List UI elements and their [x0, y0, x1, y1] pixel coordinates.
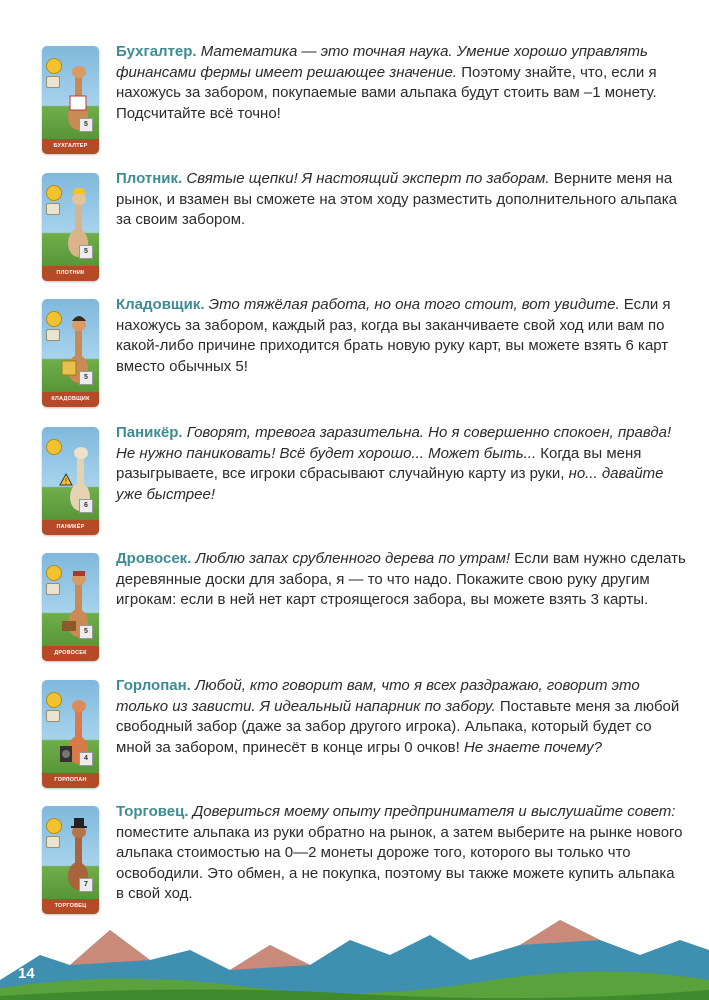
entry-quote: Это тяжёлая работа, но она того стоит, вот увидите. — [208, 296, 620, 313]
card-label: ПАНИКЁР — [42, 520, 99, 535]
svg-text:!: ! — [64, 477, 68, 486]
entry-title: Бухгалтер. — [116, 43, 197, 60]
entry-quote: Математика — это точная наука. Умение хорошо управлять финансами фермы имеет решающее значение. — [116, 43, 648, 81]
entry-quote: Святые щепки! Я настоящий эксперт по заборам. — [186, 170, 550, 187]
entry-text — [116, 42, 686, 124]
card-value: 5 — [79, 625, 93, 639]
entry-panicker — [42, 424, 682, 539]
woodcutter-card — [42, 553, 99, 661]
panicker-card — [42, 427, 99, 535]
entry-carpenter — [42, 170, 682, 285]
card-label: ПЛОТНИК — [42, 266, 99, 281]
carpenter-card — [42, 173, 99, 281]
accountant-card — [42, 46, 99, 154]
entry-text — [116, 423, 686, 505]
card-label: ГОРЛОПАН — [42, 773, 99, 788]
entry-quote-end: но... давайте уже быстрее! — [116, 465, 664, 503]
entry-body: Если вам нужно сделать деревянные доски для забора, я — то что надо. Покажите свою руку другим игрокам: если в ней нет карт строящегося забора, вы можете взять 3 карты. — [116, 550, 686, 609]
entry-title: Горлопан. — [116, 677, 191, 694]
entry-title: Дровосек. — [116, 550, 192, 567]
card-label: ДРОВОСЕК — [42, 646, 99, 661]
entry-quote: Довериться моему опыту предпринимателя и выслушайте совет: — [192, 803, 676, 820]
mountains-illustration — [0, 910, 709, 1000]
entry-quote: Любой, кто говорит вам, что я всех раздражаю, говорит это только из зависти. Я идеальный напарник по забору. — [116, 677, 640, 715]
card-value: 5 — [79, 371, 93, 385]
entry-text — [116, 802, 686, 905]
card-value: 6 — [79, 499, 93, 513]
entry-title: Плотник. — [116, 170, 183, 187]
entry-body: Если я нахожусь за забором, каждый раз, когда вы заканчиваете свой ход или вам по какой-либо причине приходится брать новую руку карт, вы можете взять 6 карт вместо обычных 5! — [116, 296, 671, 375]
card-label: КЛАДОВЩИК — [42, 392, 99, 407]
entry-woodcutter — [42, 550, 686, 665]
merchant-card — [42, 806, 99, 914]
entry-text — [116, 295, 686, 377]
entry-merchant — [42, 803, 683, 918]
entry-body: Поэтому знайте, что, если я нахожусь за забором, покупаемые вами альпака будут стоить вам –1 монету. Подсчитайте всё точно! — [116, 63, 657, 122]
entry-body: Верните меня на рынок, и взамен вы сможете на этом ходу разместить дополнительного альпака за своим забором. — [116, 170, 678, 229]
entry-text — [116, 676, 686, 758]
entry-quote-end: Не знаете почему? — [464, 738, 602, 756]
entry-quote: Говорят, тревога заразительна. Но я совершенно спокоен, правда! Не нужно паниковать! Всё будет хорошо... Может быть... — [116, 424, 672, 462]
entry-title: Кладовщик. — [116, 296, 205, 313]
entry-storekeeper — [42, 296, 682, 411]
storekeeper-card — [42, 299, 99, 407]
page-number: 14 — [18, 965, 35, 982]
card-value: 7 — [79, 878, 93, 892]
entry-body: поместите альпака из руки обратно на рынок, а затем выберите на рынке нового альпака стоимостью на 0—2 монеты дороже того, которого вы только что освободили. Это обмен, а не покупка, поэтому вы также можете купить альпака в свой ход. — [116, 823, 683, 903]
entry-text — [116, 169, 686, 231]
card-value: 4 — [79, 752, 93, 766]
entry-loudmouth — [42, 677, 682, 792]
entry-title: Паникёр. — [116, 424, 183, 441]
entry-text — [116, 549, 686, 611]
card-value: 5 — [79, 245, 93, 259]
card-label: ТОРГОВЕЦ — [42, 899, 99, 914]
loudmouth-card — [42, 680, 99, 788]
card-value: 5 — [79, 118, 93, 132]
entry-quote: Люблю запах срубленного дерева по утрам! — [195, 550, 511, 567]
entry-title: Торговец. — [116, 803, 189, 820]
entry-body: Поставьте меня за любой свободный забор (даже за забор другого игрока). Альпака, который будет со мной за забором, принесёт в конце игры 0 очков! — [116, 697, 680, 756]
entry-body: Когда вы меня разыгрываете, все игроки сбрасывают случайную карту из руки, — [116, 444, 642, 483]
card-label: БУХГАЛТЕР — [42, 139, 99, 154]
entry-accountant — [42, 43, 682, 158]
